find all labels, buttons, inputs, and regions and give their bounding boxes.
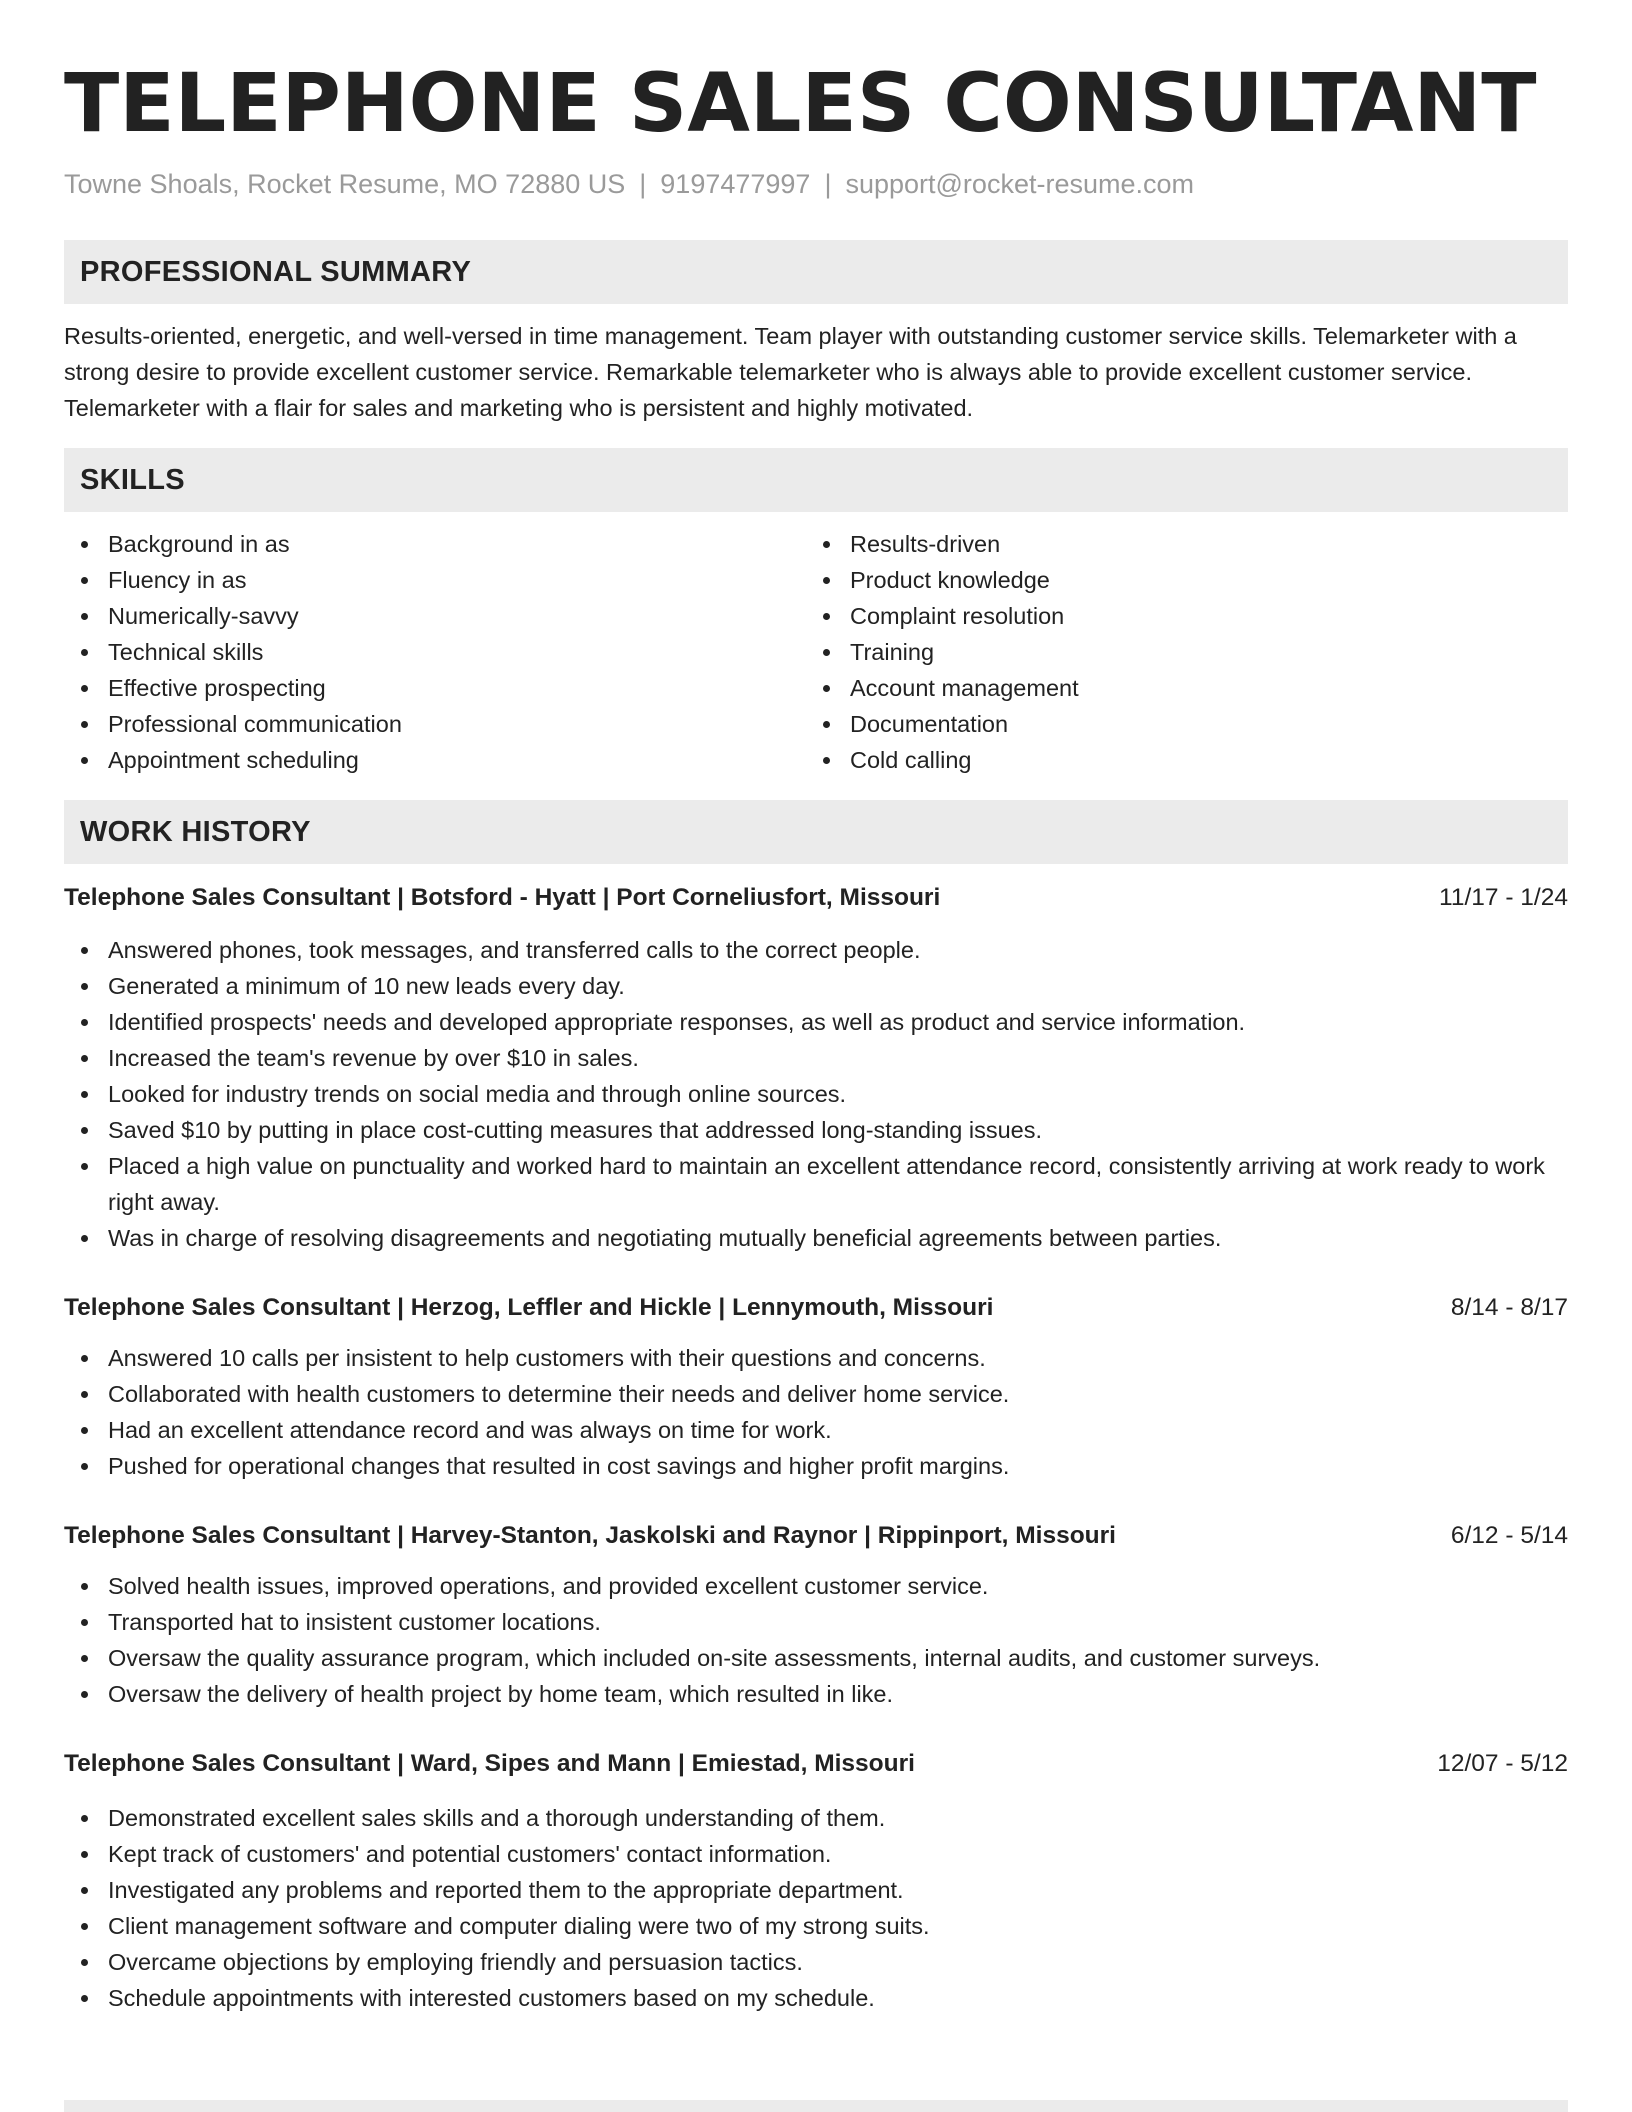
- skill-item: Account management: [806, 670, 1548, 706]
- skills-heading: SKILLS: [80, 463, 185, 496]
- job-bullet: Overcame objections by employing friendly and persuasion tactics.: [64, 1944, 1568, 1980]
- job-header: [64, 1518, 1568, 1554]
- job-bullet: Looked for industry trends on social media and through online sources.: [64, 1076, 1568, 1112]
- work-history-section-header: [64, 800, 1568, 864]
- work-history-heading: WORK HISTORY: [80, 815, 311, 848]
- skill-item: Cold calling: [806, 742, 1548, 778]
- job-bullet: Answered 10 calls per insistent to help customers with their questions and concerns.: [64, 1340, 1568, 1376]
- job-bullet: Generated a minimum of 10 new leads every day.: [64, 968, 1568, 1004]
- job-entry: [64, 1518, 1568, 1712]
- job-entry: [64, 1746, 1568, 2016]
- job-dates: 6/12 - 5/14: [1450, 1522, 1568, 1549]
- skill-item: Numerically-savvy: [64, 598, 806, 634]
- skills-right-column: [806, 526, 1548, 778]
- job-dates: 8/14 - 8/17: [1450, 1294, 1568, 1321]
- job-bullet: Investigated any problems and reported them to the appropriate department.: [64, 1872, 1568, 1908]
- job-bullets: [64, 1568, 1568, 1712]
- skill-item: Documentation: [806, 706, 1548, 742]
- job-title: Telephone Sales Consultant | Ward, Sipes and Mann | Emiestad, Missouri: [64, 1750, 915, 1777]
- job-bullet: Oversaw the delivery of health project by home team, which resulted in like.: [64, 1676, 1568, 1712]
- contact-phone: 9197477997: [660, 169, 811, 199]
- candidate-name: TELEPHONE SALES CONSULTANT: [64, 57, 1537, 151]
- skill-item: Appointment scheduling: [64, 742, 806, 778]
- job-bullet: Was in charge of resolving disagreements and negotiating mutually beneficial agreements between parties.: [64, 1220, 1568, 1256]
- job-bullet: Oversaw the quality assurance program, which included on-site assessments, internal audits, and customer surveys.: [64, 1640, 1568, 1676]
- contact-email: support@rocket-resume.com: [845, 169, 1194, 199]
- job-bullet: Saved $10 by putting in place cost-cutting measures that addressed long-standing issues.: [64, 1112, 1568, 1148]
- job-bullet: Collaborated with health customers to determine their needs and deliver home service.: [64, 1376, 1568, 1412]
- job-bullet: Placed a high value on punctuality and worked hard to maintain an excellent attendance record, consistently arriving at work ready to work right away.: [64, 1148, 1568, 1220]
- job-bullet: Schedule appointments with interested customers based on my schedule.: [64, 1980, 1568, 2016]
- job-dates: 12/07 - 5/12: [1437, 1750, 1568, 1777]
- skill-item: Technical skills: [64, 634, 806, 670]
- summary-section-header: [64, 240, 1568, 304]
- skills-left-column: [64, 526, 806, 778]
- skill-item: Training: [806, 634, 1548, 670]
- skills-section-header: [64, 448, 1568, 512]
- contact-separator: |: [824, 169, 832, 199]
- job-title: Telephone Sales Consultant | Botsford - Hyatt | Port Corneliusfort, Missouri: [64, 884, 941, 911]
- job-header: [64, 1746, 1568, 1782]
- skill-item: Fluency in as: [64, 562, 806, 598]
- job-bullet: Pushed for operational changes that resulted in cost savings and higher profit margins.: [64, 1448, 1568, 1484]
- job-bullet: Identified prospects' needs and developed appropriate responses, as well as product and service information.: [64, 1004, 1568, 1040]
- skill-item: Product knowledge: [806, 562, 1548, 598]
- skill-item: Effective prospecting: [64, 670, 806, 706]
- job-entry: [64, 880, 1568, 1256]
- job-entry: [64, 1290, 1568, 1484]
- job-bullet: Client management software and computer dialing were two of my strong suits.: [64, 1908, 1568, 1944]
- job-bullets: [64, 1800, 1568, 2016]
- job-header: [64, 880, 1568, 916]
- job-bullet: Solved health issues, improved operations, and provided excellent customer service.: [64, 1568, 1568, 1604]
- job-bullets: [64, 932, 1568, 1256]
- job-bullets: [64, 1340, 1568, 1484]
- contact-separator: |: [639, 169, 647, 199]
- summary-heading: PROFESSIONAL SUMMARY: [80, 255, 472, 288]
- job-bullet: Demonstrated excellent sales skills and a thorough understanding of them.: [64, 1800, 1568, 1836]
- skill-item: Complaint resolution: [806, 598, 1548, 634]
- job-title: Telephone Sales Consultant | Harvey-Stanton, Jaskolski and Raynor | Rippinport, Missouri: [64, 1522, 1116, 1549]
- summary-text: Results-oriented, energetic, and well-versed in time management. Team player with outstanding customer service skills. Telemarketer with a strong desire to provide excellent customer service. Remarkable telemarketer who is always able to provide excellent customer service. Telemarketer with a flair for sales and marketing who is persistent and highly motivated.: [64, 323, 1517, 421]
- contact-address: Towne Shoals, Rocket Resume, MO 72880 US: [64, 169, 626, 199]
- next-section-header-band: [64, 2100, 1568, 2112]
- job-title: Telephone Sales Consultant | Herzog, Leffler and Hickle | Lennymouth, Missouri: [64, 1294, 994, 1321]
- skills-columns: [64, 526, 1568, 778]
- job-bullet: Increased the team's revenue by over $10 in sales.: [64, 1040, 1568, 1076]
- job-bullet: Transported hat to insistent customer locations.: [64, 1604, 1568, 1640]
- job-dates: 11/17 - 1/24: [1439, 884, 1568, 911]
- contact-line: [64, 166, 1568, 202]
- job-bullet: Answered phones, took messages, and transferred calls to the correct people.: [64, 932, 1568, 968]
- skill-item: Results-driven: [806, 526, 1548, 562]
- job-header: [64, 1290, 1568, 1326]
- skill-item: Professional communication: [64, 706, 806, 742]
- resume-page: [64, 0, 1568, 2016]
- job-bullet: Kept track of customers' and potential customers' contact information.: [64, 1836, 1568, 1872]
- skill-item: Background in as: [64, 526, 806, 562]
- job-bullet: Had an excellent attendance record and was always on time for work.: [64, 1412, 1568, 1448]
